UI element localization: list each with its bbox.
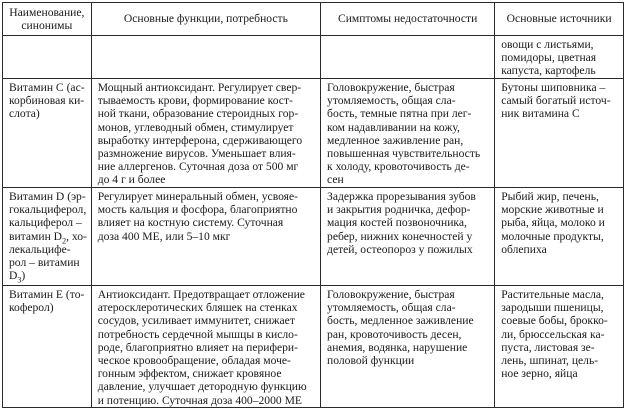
text-line: Антиоксидант. Предотвращает отложение — [97, 288, 305, 301]
name-line: Витамин D (эр- — [9, 190, 86, 203]
cell-name — [3, 188, 92, 286]
name-line: кальциферол – — [9, 216, 82, 230]
header-functions: Основные функции, потребность — [91, 3, 320, 36]
text-line: детей, остеопороз у пожилых — [327, 242, 473, 256]
text-line: Головокружение, быстрая — [327, 81, 455, 94]
text-line: облепиха — [501, 242, 547, 256]
cell-symptoms — [321, 286, 495, 408]
text-line: к холоду, кровоточивость де- — [327, 160, 470, 174]
text-line: ние аллергенов. Суточная доза от 500 мг — [97, 160, 299, 174]
text-line: самый богатый источ- — [501, 94, 611, 108]
text-line: до 4 г и более — [97, 173, 166, 187]
header-sources: Основные источники — [495, 3, 624, 36]
text-line: влияет на костную систему. Суточная — [97, 216, 284, 230]
text-line: и закрытия родничка, дефор- — [327, 203, 471, 217]
cell-name — [3, 79, 92, 188]
cell-symptoms — [321, 36, 495, 79]
text-line: Витамин С (ас- — [9, 81, 85, 94]
name-line: гокальциферол, — [9, 203, 87, 217]
cell-sources — [495, 188, 624, 286]
text-line: морские животные и — [501, 203, 604, 217]
subscript: 2 — [62, 235, 67, 245]
text-line: медленное заживление ран, — [327, 133, 464, 147]
text-line: Рыбий жир, печень, — [501, 190, 599, 203]
name-text: ) — [21, 269, 26, 283]
text-line: ком надавливании на кожу, — [327, 120, 460, 134]
name-text: витамин D — [9, 229, 63, 243]
text-line: помидоры, цветная — [501, 51, 597, 65]
subscript: 3 — [17, 275, 22, 285]
text-line: ной ткани, образование стероидных гор- — [97, 107, 299, 121]
table-row — [3, 79, 624, 188]
vitamins-table — [2, 2, 624, 408]
text-line: и потенцию. Суточная доза 400–2000 МЕ — [97, 393, 302, 407]
text-line: ческое кровообращение, обладая моче- — [97, 354, 291, 368]
text-line: потребность сердечной мышцы в кисло- — [97, 327, 298, 341]
name-text: D — [9, 269, 18, 283]
header-name — [3, 3, 92, 36]
text-line: роде, благоприятно влияет на перифери- — [97, 340, 298, 354]
text-line: зародыши пшеницы, — [501, 301, 604, 315]
cell-functions — [91, 79, 320, 188]
text-line: размножение вирусов. Уменьшает влия- — [97, 147, 296, 161]
cell-sources — [495, 36, 624, 79]
text-line: повышенная чувствительность — [327, 147, 481, 161]
text-line: тываемость крови, формирование кост- — [97, 94, 293, 108]
text-line: сосудов, усиливает иммунитет, снижает — [97, 314, 295, 328]
text-line: коферол) — [9, 301, 54, 315]
text-line: сен — [327, 173, 344, 187]
name-line — [9, 230, 86, 243]
text-line: бость, темные пятна при лег- — [327, 107, 472, 121]
name-line: лекальцифе- — [9, 242, 71, 256]
cell-name — [3, 286, 92, 408]
text-line: Задержка прорезывания зубов — [327, 190, 476, 203]
text-line: доза 400 МЕ, или 5–10 мкг — [97, 229, 231, 243]
cell-functions — [91, 36, 320, 79]
text-line: монов, углеводный обмен, стимулирует — [97, 120, 294, 134]
header-row — [3, 3, 624, 36]
cell-sources — [495, 79, 624, 188]
text-line: ребер, нижних конечностей у — [327, 229, 473, 243]
text-line: гонным эффектом, снижает кровяное — [97, 367, 282, 381]
text-line: корбиновая ки- — [9, 94, 85, 108]
name-text: , хо- — [66, 229, 87, 243]
text-line: утомляемость, общая сла- — [327, 301, 456, 315]
text-line: утомляемость, общая сла- — [327, 94, 456, 108]
text-line: Головокружение, быстрая — [327, 288, 455, 301]
cell-symptoms — [321, 79, 495, 188]
text-line: ран, кровоточивость десен, — [327, 327, 462, 341]
text-line: соевые бобы, брокко- — [501, 314, 608, 328]
text-line: мация костей позвоночника, — [327, 216, 467, 230]
text-line: лень, шпинат, цель- — [501, 354, 599, 368]
text-line: мость кальция и фосфора, благоприятно — [97, 203, 298, 217]
text-line: ник витамина С — [501, 107, 580, 121]
cell-name — [3, 36, 92, 79]
text-line: выработку интерферона, сдерживающего — [97, 133, 303, 147]
header-symptoms: Симптомы недостаточности — [321, 3, 495, 36]
cell-symptoms — [321, 188, 495, 286]
text-line: бость, медленное заживление — [327, 314, 474, 328]
text-line: молочные продукты, — [501, 229, 604, 243]
text-line: Витамин Е (то- — [9, 288, 85, 301]
name-line: рол – витамин — [9, 256, 80, 270]
table-row — [3, 286, 624, 408]
text-line: пуста, листовая зе- — [501, 340, 595, 354]
text-line: Регулирует минеральный обмен, усвояе- — [97, 190, 299, 203]
text-line: атеросклеротических бляшек на стенках — [97, 301, 298, 315]
text-line: половой функции — [327, 354, 415, 368]
text-line: давление, улучшает детородную функцию — [97, 380, 307, 394]
text-line: Мощный антиоксидант. Регулирует свер- — [97, 81, 302, 94]
table-row — [3, 188, 624, 286]
text-line: слота) — [9, 107, 40, 121]
cell-functions — [91, 188, 320, 286]
text-line: овощи с листьями, — [501, 38, 594, 51]
header-name-line: синонимы — [21, 19, 73, 32]
name-line — [9, 269, 86, 285]
text-line: капуста, картофель — [501, 64, 596, 78]
header-name-line: Наименование, — [9, 5, 85, 19]
text-line: ли, брюссельская ка- — [501, 327, 605, 341]
text-line: ное зерно, яйца — [501, 367, 578, 381]
text-line: Растительные масла, — [501, 288, 604, 301]
table-row — [3, 36, 624, 79]
cell-functions — [91, 286, 320, 408]
cell-sources — [495, 286, 624, 408]
text-line: анемия, водянка, нарушение — [327, 340, 468, 354]
text-line: Бутоны шиповника – — [501, 81, 606, 94]
text-line: рыба, яйца, молоко и — [501, 216, 605, 230]
